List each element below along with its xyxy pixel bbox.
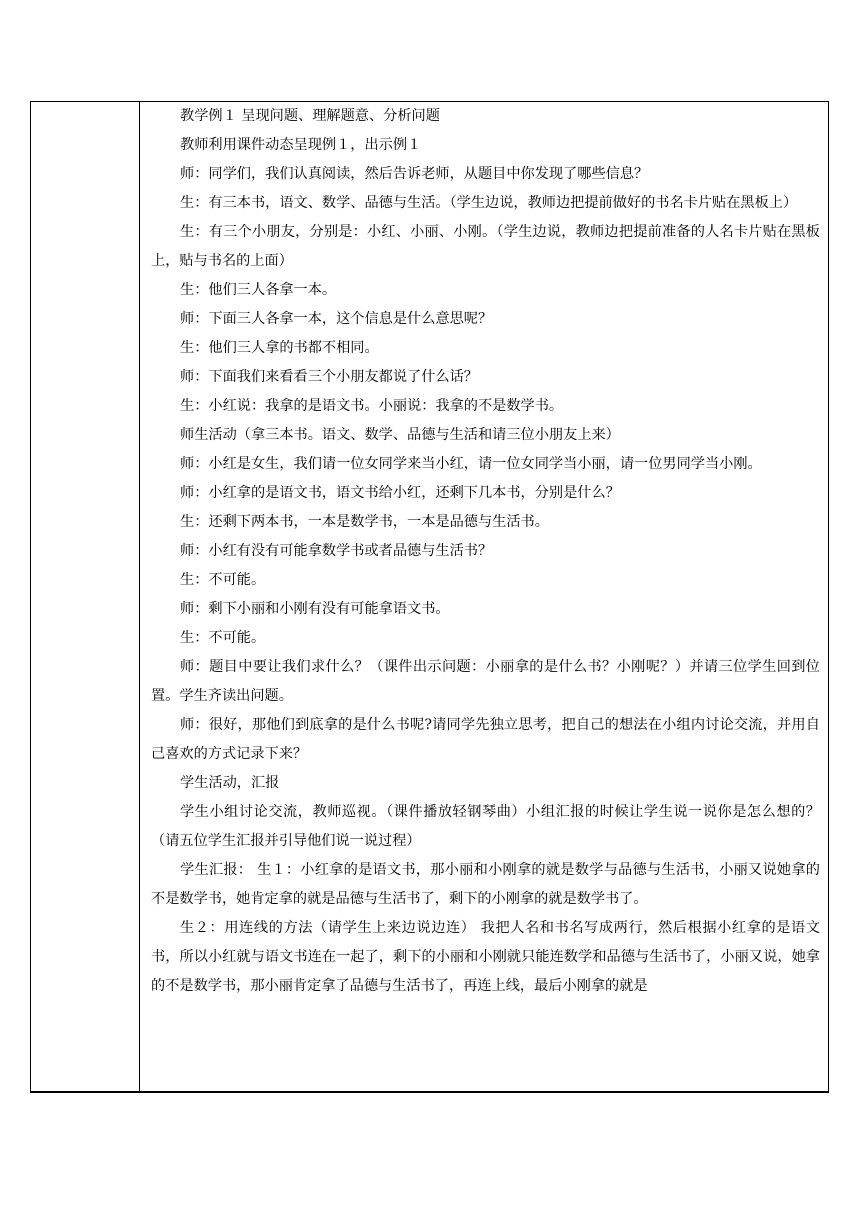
paragraph-impossible-2: 生：不可能。 [180,630,266,646]
paragraph-clues: 生：小红说：我拿的是语文书。小丽说：我拿的不是数学书。 [180,398,564,414]
paragraph-student-one: 学生汇报： 生１：小红拿的是语文书，那小丽和小刚拿的就是数学与品德与生活书，小丽又说她拿的不是数学书，她肯定拿的就是品德与生活书了，剩下的小刚拿的就是数学书了。 [151,862,820,907]
table-content-cell [141,102,820,1092]
paragraph-teacher-question: 师：同学们，我们认真阅读，然后告诉老师，从题目中你发现了哪些信息？ [180,166,649,182]
lesson-table [30,101,829,1093]
paragraph-courseware-intro: 教师利用课件动态呈现例１，出示例１ [180,137,422,153]
paragraph-activity: 师生活动（拿三本书。语文、数学、品德与生活和请三位小朋友上来） [180,427,620,443]
paragraph-student-two: 生２：用连线的方法（请学生上来边说边连） 我把人名和书名写成两行，然后根据小红拿的是语文书，所以小红就与语文书连在一起了，剩下的小丽和小刚就只能连数学和品德与生活书了，小丽又说，她拿的不是数学书，那小丽肯定拿了品德与生活书了，再连上线，最后小刚拿的就是 [151,920,820,994]
paragraph-student-report-title: 学生活动，汇报 [180,775,280,791]
paragraph-meaning-question: 师：下面三人各拿一本，这个信息是什么意思呢？ [180,311,493,327]
paragraph-example-title: 教学例１ 呈现问题、理解题意、分析问题 [180,108,440,124]
paragraph-student-books: 生：有三本书，语文、数学、品德与生活。（学生边说，教师边把提前做好的书名卡片贴在黑板上） [180,195,798,211]
paragraph-roles: 师：小红是女生，我们请一位女同学来当小红，请一位女同学当小丽，请一位男同学当小刚。 [180,456,762,472]
paragraph-what-said: 师：下面我们来看看三个小朋友都说了什么话？ [180,369,478,385]
paragraph-impossible-1: 生：不可能。 [180,572,266,588]
paragraph-remaining-question: 师：小红拿的是语文书，语文书给小红，还剩下几本书，分别是什么？ [180,485,620,501]
paragraph-possible-question: 师：小红有没有可能拿数学书或者品德与生活书？ [180,543,493,559]
paragraph-chinese-book-question: 师：剩下小丽和小刚有没有可能拿语文书。 [180,601,450,617]
paragraph-student-friends: 生：有三个小朋友，分别是：小红、小丽、小刚。（学生边说，教师边把提前准备的人名卡片贴在黑板上，贴与书名的上面） [151,224,820,269]
paragraph-not-same: 生：他们三人拿的书都不相同。 [180,340,379,356]
paragraph-each-one: 生：他们三人各拿一本。 [180,282,337,298]
paragraph-group-discussion: 学生小组讨论交流，教师巡视。（课件播放轻钢琴曲）小组汇报的时候让学生说一说你是怎么想的？（请五位学生汇报并引导他们说一说过程） [151,804,820,849]
table-left-cell [31,102,140,1092]
paragraph-think-discuss: 师：很好，那他们到底拿的是什么书呢?请同学先独立思考，把自己的想法在小组内讨论交流，并用自己喜欢的方式记录下来？ [151,717,820,762]
paragraph-problem-goal: 师：题目中要让我们求什么？（课件出示问题：小丽拿的是什么书？小刚呢？）并请三位学生回到位置。学生齐读出问题。 [151,659,820,704]
paragraph-remaining-answer: 生：还剩下两本书，一本是数学书，一本是品德与生活书。 [180,514,549,530]
